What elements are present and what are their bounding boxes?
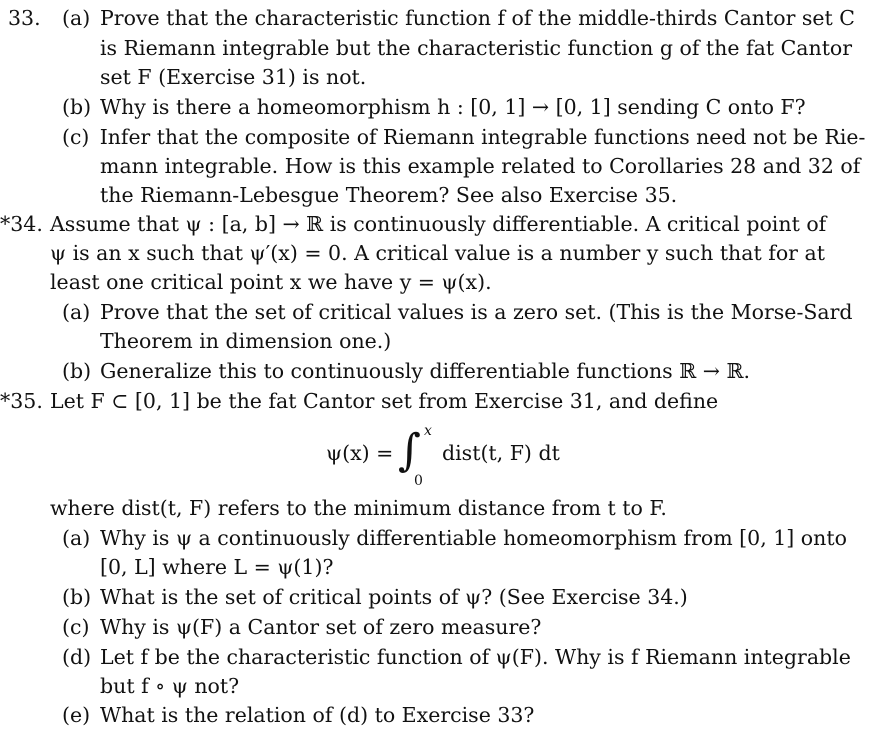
part-label: (b): [62, 585, 92, 609]
part-label: (b): [62, 359, 92, 383]
part-label: (a): [62, 526, 91, 550]
exercise-35d: [62, 645, 851, 669]
exercise-35b: [62, 585, 688, 609]
part-label: (c): [62, 125, 90, 149]
text-line: ψ is an x such that ψ′(x) = 0. A critical value is a number y such that for at: [50, 241, 825, 265]
text-line: Infer that the composite of Riemann integrable functions need not be Rie-: [99, 125, 866, 149]
text-line: the Riemann-Lebesgue Theorem? See also Exercise 35.: [100, 183, 678, 207]
formula-lhs: ψ(x) =: [326, 441, 394, 465]
exercise-35e: [62, 703, 534, 727]
part-label: (b): [62, 95, 92, 119]
text-line: What is the relation of (d) to Exercise 33?: [100, 703, 535, 727]
exercise-33b: [62, 95, 806, 119]
text-line: mann integrable. How is this example related to Corollaries 28 and 32 of: [100, 154, 861, 178]
text-line: where dist(t, F) refers to the minimum distance from t to F.: [50, 496, 667, 520]
text-line: Why is ψ a continuously differentiable homeomorphism from [0, 1] onto: [100, 526, 847, 550]
exercise-35a: [62, 526, 847, 550]
text-line: least one critical point x we have y = ψ(x).: [50, 270, 492, 294]
part-label: (c): [62, 615, 90, 639]
exercise-33a: [62, 6, 855, 30]
integral-lower-limit: 0: [414, 473, 423, 489]
exercise-35c: [62, 615, 541, 639]
exercise-35-number: *35.: [0, 389, 43, 413]
text-line: Prove that the characteristic function f of the middle-thirds Cantor set C: [100, 6, 855, 30]
exercise-34b: [62, 359, 750, 383]
text-line: Why is there a homeomorphism h : [0, 1] → [0, 1] sending C onto F?: [100, 95, 806, 119]
text-line: Let f be the characteristic function of ψ(F). Why is f Riemann integrable: [100, 645, 851, 669]
exercise-34-number: *34.: [0, 212, 43, 236]
text-line: Assume that ψ : [a, b] → ℝ is continuously differentiable. A critical point of: [50, 212, 827, 236]
part-label: (e): [62, 703, 91, 727]
text-line: Theorem in dimension one.): [100, 329, 392, 353]
part-label: (a): [62, 6, 91, 30]
text-line: but f ∘ ψ not?: [100, 674, 240, 698]
exercise-33c: [62, 125, 865, 149]
exercise-33-number: 33.: [8, 6, 41, 30]
text-line: Let F ⊂ [0, 1] be the fat Cantor set from Exercise 31, and define: [50, 389, 719, 413]
integrand: dist(t, F) dt: [442, 441, 560, 465]
text-line: set F (Exercise 31) is not.: [100, 65, 367, 89]
integral-sign: ∫: [398, 425, 421, 476]
text-line: What is the set of critical points of ψ? (See Exercise 34.): [100, 585, 688, 609]
text-line: is Riemann integrable but the characteristic function g of the fat Cantor: [100, 36, 853, 60]
text-line: Why is ψ(F) a Cantor set of zero measure?: [100, 615, 542, 639]
text-line: Prove that the set of critical values is a zero set. (This is the Morse-Sard: [100, 300, 853, 324]
part-label: (a): [62, 300, 91, 324]
part-label: (d): [62, 645, 92, 669]
exercise-34a: [62, 300, 853, 324]
integral-upper-limit: x: [424, 423, 432, 439]
text-line: [0, L] where L = ψ(1)?: [100, 555, 334, 579]
text-line: Generalize this to continuously differentiable functions ℝ → ℝ.: [100, 359, 751, 383]
